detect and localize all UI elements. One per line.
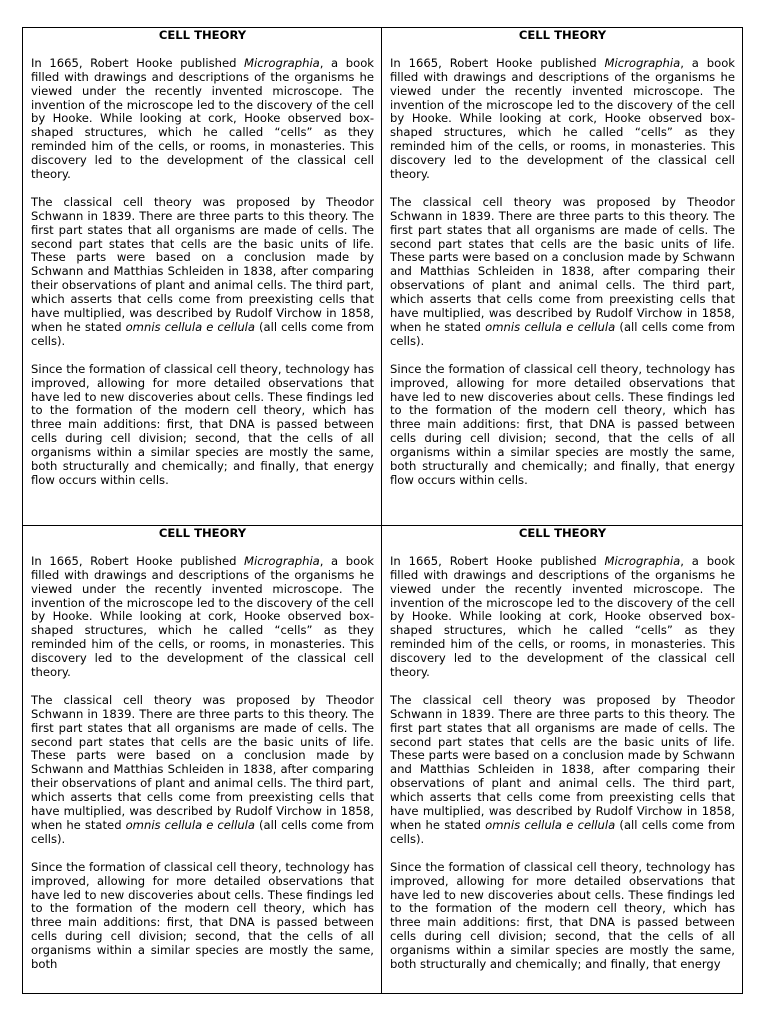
italic-run: Micrographia xyxy=(244,553,320,568)
paragraph-hooke xyxy=(31,555,374,680)
text-run: (all cells come from cells). xyxy=(390,320,735,348)
paragraph-modern-theory: Since the formation of classical cell theory, technology has improved, allowing for more detailed observations that have led to new discoveries about cells. These findings led to the formation of the modern cell theory, which has three main additions: first, that DNA is passed between cells during cell division; second, that the cells of all organisms within a similar species are mostly the same, both xyxy=(31,859,374,972)
paragraph-hooke xyxy=(390,555,735,680)
text-run: The classical cell theory was proposed by Theodor Schwann in 1839. There are three parts to this theory. The first part states that all organisms are made of cells. The second part states that cells are the basic units of life. These parts were based on a conclusion made by Schwann and Matthias Schleiden in 1838, after comparing their observations of plant and animal cells. The third part, which asserts that cells come from preexisting cells that have multiplied, was described by Rudolf Virchow in 1858, when he stated xyxy=(31,692,374,832)
cell-theory-card-bottom-right xyxy=(381,525,742,993)
italic-run: omnis cellula e cellula xyxy=(485,818,616,832)
text-run: In 1665, Robert Hooke published xyxy=(390,553,605,568)
paragraph-classical-theory xyxy=(390,196,735,349)
card-title: CELL THEORY xyxy=(158,28,247,42)
text-run: (all cells come from cells). xyxy=(31,320,374,348)
cell-theory-card-top-left xyxy=(23,28,381,525)
cell-theory-card-top-right xyxy=(381,28,742,525)
paragraph-hooke xyxy=(31,57,374,182)
paragraph-classical-theory xyxy=(390,694,735,847)
card-title: CELL THEORY xyxy=(518,526,607,540)
text-run: The classical cell theory was proposed by Theodor Schwann in 1839. There are three parts to this theory. The first part states that all organisms are made of cells. The second part states that cells are the basic units of life. These parts were based on a conclusion made by Schwann and Matthias Schleiden in 1838, after comparing their observations of plant and animal cells. The third part, which asserts that cells come from preexisting cells that have multiplied, was described by Rudolf Virchow in 1858, when he stated xyxy=(390,692,735,832)
text-run: , a book filled with drawings and descriptions of the organisms he viewed under the recently invented microscope. The invention of the microscope led to the discovery of the cell by Hooke. While looking at cork, Hooke observed box-shaped structures, which he called “cells” as they reminded him of the cells, or rooms, in monasteries. This discovery led to the development of the classical cell theory. xyxy=(31,55,375,182)
italic-run: omnis cellula e cellula xyxy=(485,320,616,334)
text-run: In 1665, Robert Hooke published xyxy=(31,553,245,568)
paragraph-classical-theory xyxy=(31,196,374,349)
italic-run: Micrographia xyxy=(604,55,681,70)
card-title: CELL THEORY xyxy=(518,28,607,42)
text-run: In 1665, Robert Hooke published xyxy=(390,55,605,70)
paragraph-hooke xyxy=(390,57,735,182)
italic-run: Micrographia xyxy=(604,553,681,568)
italic-run: omnis cellula e cellula xyxy=(125,818,255,832)
text-run: (all cells come from cells). xyxy=(390,818,735,846)
paragraph-modern-theory: Since the formation of classical cell theory, technology has improved, allowing for more detailed observations that have led to new discoveries about cells. These findings led to the formation of the modern cell theory, which has three main additions: first, that DNA is passed between cells during cell division; second, that the cells of all organisms within a similar species are mostly the same, both structurally and chemically; and finally, that energy flow occurs within cells. xyxy=(390,361,735,487)
paragraph-modern-theory: Since the formation of classical cell theory, technology has improved, allowing for more detailed observations that have led to new discoveries about cells. These findings led to the formation of the modern cell theory, which has three main additions: first, that DNA is passed between cells during cell division; second, that the cells of all organisms within a similar species are mostly the same, both structurally and chemically; and finally, that energy xyxy=(390,859,735,972)
card-title: CELL THEORY xyxy=(158,526,247,540)
text-run: , a book filled with drawings and descriptions of the organisms he viewed under the recently invented microscope. The invention of the microscope led to the discovery of the cell by Hooke. While looking at cork, Hooke observed box-shaped structures, which he called “cells” as they reminded him of the cells, or rooms, in monasteries. This discovery led to the development of the classical cell theory. xyxy=(31,553,375,680)
paragraph-classical-theory xyxy=(31,694,374,847)
text-run: The classical cell theory was proposed by Theodor Schwann in 1839. There are three parts to this theory. The first part states that all organisms are made of cells. The second part states that cells are the basic units of life. These parts were based on a conclusion made by Schwann and Matthias Schleiden in 1838, after comparing their observations of plant and animal cells. The third part, which asserts that cells come from preexisting cells that have multiplied, was described by Rudolf Virchow in 1858, when he stated xyxy=(31,194,374,334)
text-run: The classical cell theory was proposed by Theodor Schwann in 1839. There are three parts to this theory. The first part states that all organisms are made of cells. The second part states that cells are the basic units of life. These parts were based on a conclusion made by Schwann and Matthias Schleiden in 1838, after comparing their observations of plant and animal cells. The third part, which asserts that cells come from preexisting cells that have multiplied, was described by Rudolf Virchow in 1858, when he stated xyxy=(390,194,735,334)
text-run: , a book filled with drawings and descriptions of the organisms he viewed under the recently invented microscope. The invention of the microscope led to the discovery of the cell by Hooke. While looking at cork, Hooke observed box-shaped structures, which he called “cells” as they reminded him of the cells, or rooms, in monasteries. This discovery led to the development of the classical cell theory. xyxy=(390,55,736,182)
cell-theory-card-bottom-left xyxy=(23,525,381,993)
document-page xyxy=(22,27,743,994)
italic-run: Micrographia xyxy=(244,55,320,70)
text-run: , a book filled with drawings and descriptions of the organisms he viewed under the recently invented microscope. The invention of the microscope led to the discovery of the cell by Hooke. While looking at cork, Hooke observed box-shaped structures, which he called “cells” as they reminded him of the cells, or rooms, in monasteries. This discovery led to the development of the classical cell theory. xyxy=(390,553,736,680)
paragraph-modern-theory: Since the formation of classical cell theory, technology has improved, allowing for more detailed observations that have led to new discoveries about cells. These findings led to the formation of the modern cell theory, which has three main additions: first, that DNA is passed between cells during cell division; second, that the cells of all organisms within a similar species are mostly the same, both structurally and chemically; and finally, that energy flow occurs within cells. xyxy=(31,361,374,487)
italic-run: omnis cellula e cellula xyxy=(125,320,255,334)
text-run: (all cells come from cells). xyxy=(31,818,374,846)
text-run: In 1665, Robert Hooke published xyxy=(31,55,245,70)
